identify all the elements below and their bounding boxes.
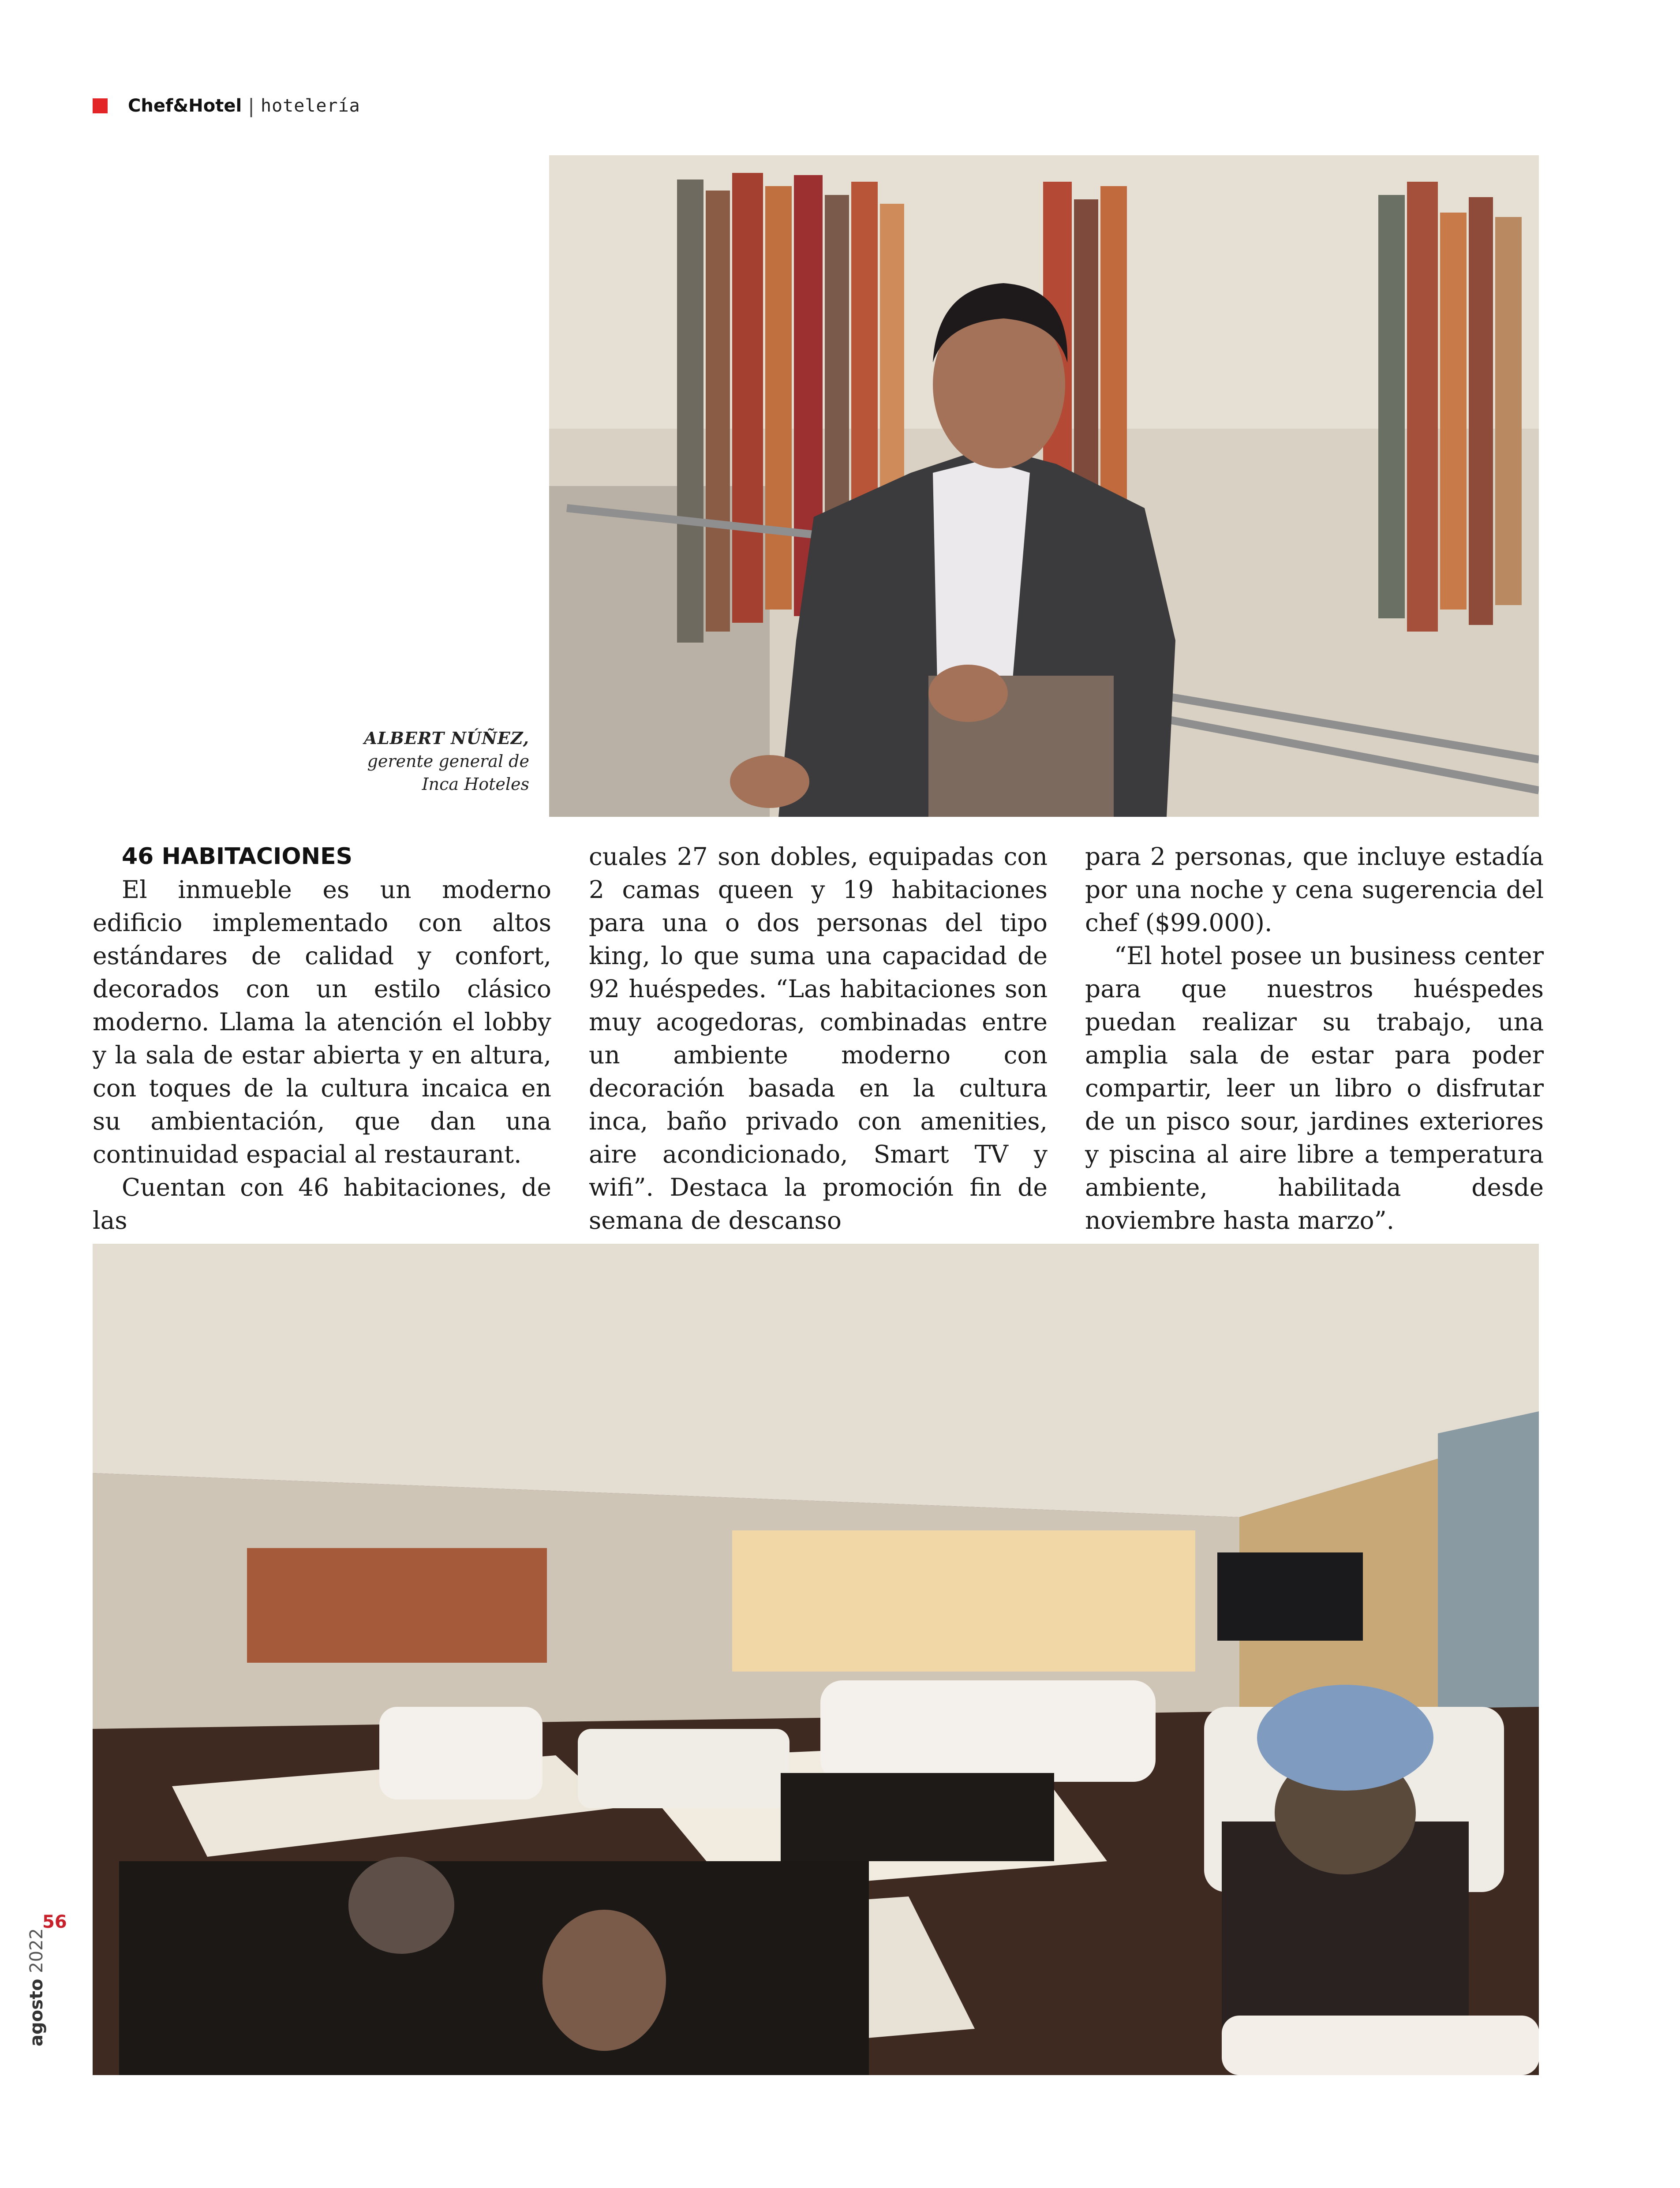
caption-role-line1: gerente general de bbox=[367, 752, 529, 771]
page-number: 56 bbox=[42, 1912, 67, 1932]
article-heading: 46 HABITACIONES bbox=[122, 843, 353, 870]
header-separator: | bbox=[248, 94, 254, 117]
issue-date bbox=[26, 1928, 53, 2046]
issue-year: 2022 bbox=[26, 1928, 47, 1973]
section-marker-square bbox=[93, 98, 108, 113]
article-paragraph: El inmueble es un moderno edificio implementado con altos estándares de calidad y confort, decorados con un estilo clásico moderno. Llama la atención el lobby y la sala de estar abierta y en altura, con toques de la cultura incaica en su ambientación, que dan una continuidad espacial al restaurant. bbox=[93, 875, 551, 1168]
article-column-2 bbox=[589, 840, 1048, 1237]
lobby-photo bbox=[93, 1244, 1539, 2075]
caption-name: ALBERT NÚÑEZ, bbox=[364, 728, 529, 748]
article-paragraph: cuales 27 son dobles, equipadas con 2 camas queen y 19 habitaciones para una o dos personas del tipo king, lo que suma una capacidad de 92 huéspedes. “Las habitaciones son muy acogedoras, combinadas entre un ambiente moderno con decoración basada en la cultura inca, baño privado con amenities, aire acondicionado, Smart TV y wifi”. Destaca la promoción fin de semana de descanso bbox=[589, 842, 1048, 1234]
portrait-photo bbox=[549, 155, 1539, 817]
issue-month: agosto bbox=[26, 1979, 47, 2046]
article-paragraph: para 2 personas, que incluye estadía por una noche y cena sugerencia del chef ($99.000). bbox=[1085, 842, 1544, 937]
article-column-1 bbox=[93, 840, 551, 1237]
magazine-brand: Chef&Hotel bbox=[128, 96, 242, 116]
article-column-3 bbox=[1085, 840, 1544, 1237]
caption-role-line2: Inca Hoteles bbox=[422, 774, 529, 794]
running-header bbox=[93, 94, 360, 118]
article-paragraph: “El hotel posee un business center para que nuestros huéspedes puedan realizar su trabajo, una amplia sala de estar para poder compartir, leer un libro o disfrutar de un pisco sour, jardines exteriores y piscina al aire libre a temperatura ambiente, habilitada desde noviembre hasta marzo”. bbox=[1085, 942, 1544, 1234]
photo-caption bbox=[265, 727, 529, 796]
section-name: hotelería bbox=[261, 96, 360, 116]
article-paragraph: Cuentan con 46 habitaciones, de las bbox=[93, 1173, 551, 1234]
